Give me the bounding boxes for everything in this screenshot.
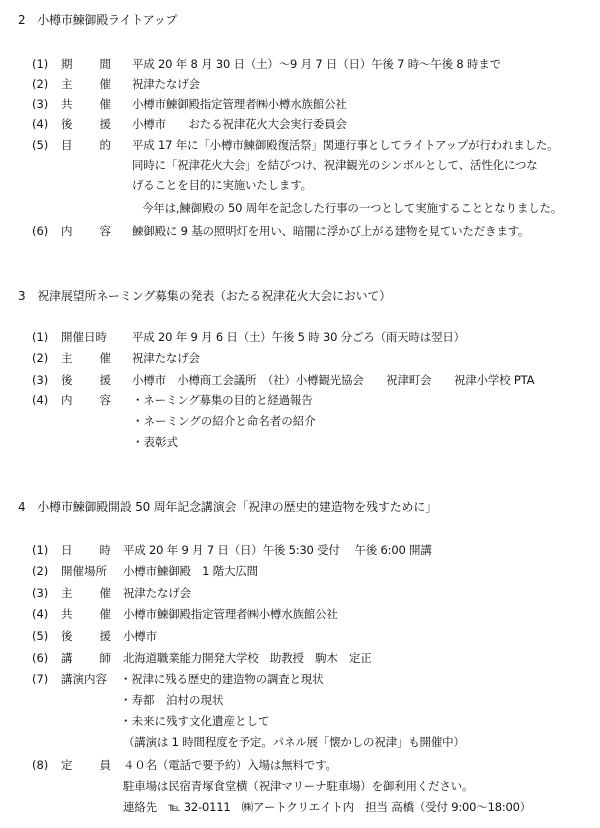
s2-row-3-label: 共 催 [61, 97, 111, 111]
s2-row-4-value: 小樽市 おたる祝津花火大会実行委員会 [132, 117, 347, 131]
s2-purpose-line-4: 今年は,鰊御殿の 50 周年を記念した行事の一つとして実施することとなりました。 [142, 201, 563, 215]
s2-row-2-num: (2) [32, 77, 49, 91]
s4-row-4-value: 小樽市鰊御殿指定管理者㈱小樽水族館公社 [123, 607, 338, 621]
s2-purpose-line-2: 同時に「祝津花火大会」を結びつけ、祝津観光のシンボルとして、活性化につな [132, 158, 538, 172]
s3-row-3-num: (3) [32, 373, 49, 387]
s2-row-4-label: 後 援 [61, 117, 111, 131]
section-3-title: 3 祝津展望所ネーミング募集の発表（おたる祝津花火大会において） [18, 289, 391, 303]
s4-contact-info: 連絡先 ℡ 32-0111 ㈱アートクリエイト内 担当 高橋（受付 9:00～18:00） [123, 800, 532, 814]
s4-row-5-label: 後 援 [61, 629, 111, 643]
s4-row-2-num: (2) [32, 564, 49, 578]
s3-row-3-value: 小樽市 小樽商工会議所 （社）小樽観光協会 祝津町会 祝津小学校 PTA [132, 373, 535, 387]
s2-row-1-num: (1) [32, 57, 49, 71]
s4-lecture-2: ・寿都 泊村の現状 [120, 693, 224, 707]
s4-lecture-note: （講演は 1 時間程度を予定。パネル展「懐かしの祝津」も開催中） [123, 735, 465, 749]
s4-row-8-label: 定 員 [61, 758, 111, 772]
s3-row-1-label: 開催日時 [61, 330, 107, 344]
s4-row-8-value: ４０名（電話で要予約）入場は無料です。 [123, 758, 337, 772]
s2-purpose-line-3: げることを目的に実施いたします。 [132, 178, 312, 192]
s4-row-5-value: 小樽市 [123, 629, 157, 643]
s4-row-7-value: ・祝津に残る歴史的建造物の調査と現状 [120, 672, 324, 686]
s2-row-6-num: (6) [32, 224, 49, 238]
s3-bullet-3: ・表彰式 [132, 435, 178, 449]
s3-row-2-num: (2) [32, 351, 49, 365]
s2-row-5-num: (5) [32, 138, 49, 152]
s3-row-1-value: 平成 20 年 9 月 6 日（土）午後 5 時 30 分ごろ（雨天時は翌日） [132, 330, 465, 344]
s2-row-1-label: 期 間 [61, 57, 111, 71]
s4-row-8-num: (8) [32, 758, 49, 772]
s4-row-3-value: 祝津たなげ会 [123, 586, 191, 600]
s2-row-5-label: 目 的 [61, 138, 111, 152]
s4-row-4-num: (4) [32, 607, 49, 621]
s2-row-3-value: 小樽市鰊御殿指定管理者㈱小樽水族館公社 [132, 97, 347, 111]
section-4-title: 4 小樽市鰊御殿開設 50 周年記念講演会「祝津の歴史的建造物を残すために」 [18, 500, 437, 514]
s2-row-6-label: 内 容 [61, 224, 111, 238]
s4-row-3-label: 主 催 [61, 586, 111, 600]
s2-row-6-value: 鰊御殿に 9 基の照明灯を用い、暗闇に浮かび上がる建物を見ていただきます。 [132, 224, 530, 238]
s2-row-1-value: 平成 20 年 8 月 30 日（土）～9 月 7 日（日）午後 7 時～午後 8 時まで [132, 57, 501, 71]
s2-row-5-value: 平成 17 年に「小樽市鰊御殿復活祭」関連行事としてライトアップが行われました。 [132, 138, 559, 152]
s2-row-2-value: 祝津たなげ会 [132, 77, 200, 91]
s4-row-1-num: (1) [32, 543, 49, 557]
s4-row-6-num: (6) [32, 651, 49, 665]
s2-row-2-label: 主 催 [61, 77, 111, 91]
s4-row-7-label: 講演内容 [61, 672, 107, 686]
s4-row-2-value: 小樽市鰊御殿 1 階大広間 [123, 564, 258, 578]
s3-row-2-value: 祝津たなげ会 [132, 351, 200, 365]
s2-row-4-num: (4) [32, 117, 49, 131]
s4-parking-info: 駐車場は民宿青塚食堂横（祝津マリーナ駐車場）を御利用ください。 [123, 779, 474, 793]
s4-row-6-label: 講 師 [61, 651, 111, 665]
s3-row-4-value: ・ネーミング募集の目的と経過報告 [132, 393, 313, 407]
s2-row-3-num: (3) [32, 97, 49, 111]
s4-row-6-value: 北海道職業能力開発大学校 助教授 駒木 定正 [123, 651, 372, 665]
s3-row-2-label: 主 催 [61, 351, 111, 365]
s3-row-1-num: (1) [32, 330, 49, 344]
s4-row-4-label: 共 催 [61, 607, 111, 621]
s3-row-4-label: 内 容 [61, 393, 111, 407]
s4-row-3-num: (3) [32, 586, 49, 600]
s3-row-3-label: 後 援 [61, 373, 111, 387]
s4-row-2-label: 開催場所 [61, 564, 107, 578]
s3-row-4-num: (4) [32, 393, 49, 407]
section-2-title: 2 小樽市鰊御殿ライトアップ [18, 13, 178, 27]
s4-row-1-value: 平成 20 年 9 月 7 日（日）午後 5:30 受付 午後 6:00 開講 [123, 543, 432, 557]
s4-row-5-num: (5) [32, 629, 49, 643]
s4-row-1-label: 日 時 [61, 543, 111, 557]
s3-bullet-2: ・ネーミングの紹介と命名者の紹介 [132, 414, 316, 428]
s4-row-7-num: (7) [32, 672, 49, 686]
s4-lecture-3: ・未来に残す文化遺産として [120, 714, 270, 728]
